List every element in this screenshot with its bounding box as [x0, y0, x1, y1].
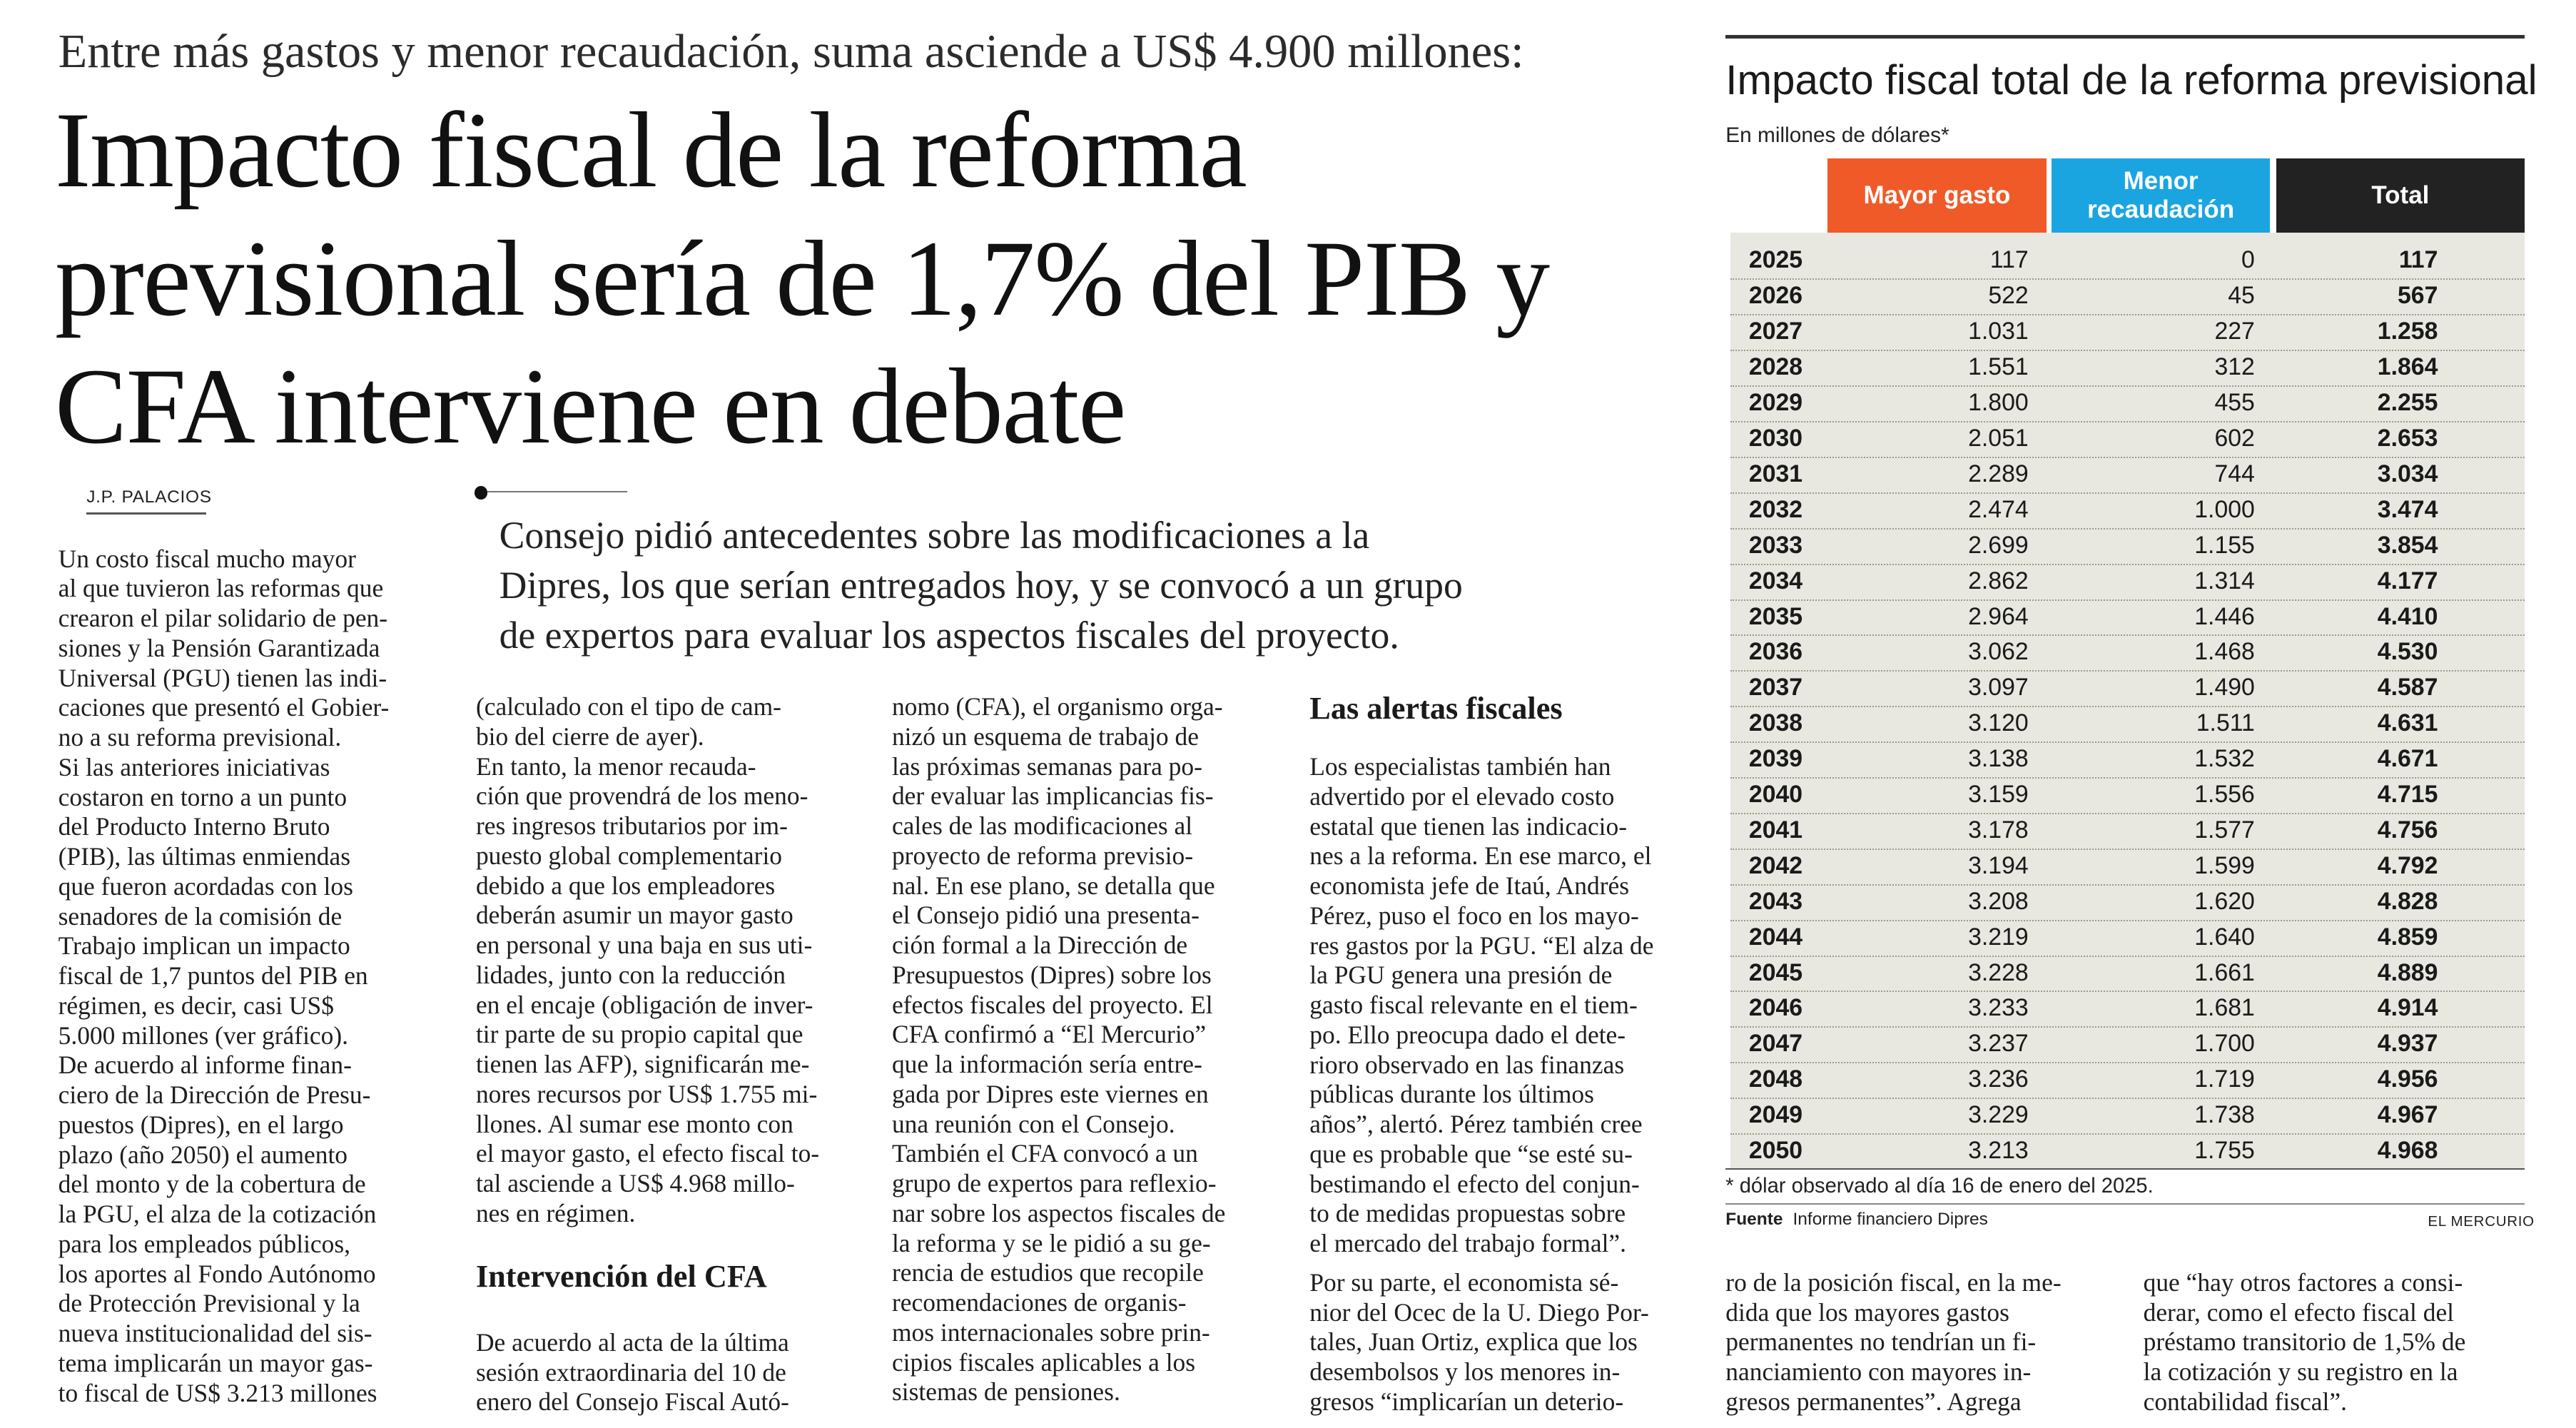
- table-row: [1730, 278, 2524, 314]
- row-year: 2036: [1748, 638, 1803, 666]
- cell-menor-recaudacion: 1.719: [2194, 1065, 2255, 1093]
- cell-total: 4.828: [2377, 887, 2438, 915]
- cell-total: 4.914: [2377, 994, 2438, 1022]
- text-line: Trabajo implican un impacto: [58, 931, 350, 961]
- table-row: [1730, 741, 2524, 777]
- byline: J.P. PALACIOS: [86, 487, 212, 507]
- cell-menor-recaudacion: 1.620: [2194, 887, 2255, 915]
- row-year: 2046: [1748, 994, 1803, 1022]
- table-row: [1730, 634, 2524, 670]
- text-line: proyecto de reforma previsio-: [891, 841, 1194, 870]
- cell-menor-recaudacion: 744: [2214, 460, 2255, 487]
- table-row: [1730, 1026, 2524, 1062]
- text-line: permanentes no tendrían un fi-: [1725, 1327, 2037, 1357]
- cell-total: 567: [2397, 282, 2438, 310]
- text-line: recomendaciones de organis-: [891, 1288, 1187, 1317]
- source-rule: [1725, 1203, 2524, 1205]
- table-row: [1730, 706, 2524, 741]
- row-year: 2025: [1748, 246, 1803, 274]
- cell-mayor-gasto: 3.229: [1968, 1101, 2029, 1129]
- text-line: Si las anteriores iniciativas: [58, 752, 330, 781]
- byline-rule: [86, 512, 206, 514]
- text-line: gresos permanentes”. Agrega: [1725, 1387, 2022, 1416]
- row-year: 2035: [1748, 602, 1803, 630]
- column-2-top: [476, 692, 862, 1229]
- text-line: Pérez, puso el foco en los mayo-: [1309, 901, 1639, 930]
- table-row: [1730, 920, 2524, 956]
- pullquote-rule: [487, 491, 627, 492]
- text-line: senadores de la comisión de: [58, 901, 343, 931]
- cell-total: 4.968: [2377, 1137, 2438, 1165]
- text-line: tienen las AFP), significarán me-: [475, 1050, 810, 1079]
- row-year: 2043: [1748, 887, 1803, 915]
- table-row: [1730, 385, 2524, 421]
- text-line: nar sobre los aspectos fiscales de: [891, 1198, 1226, 1227]
- text-line: en el encaje (obligación de inver-: [475, 990, 813, 1019]
- text-line: de Protección Previsional y la: [58, 1289, 360, 1318]
- pullquote-line: Dipres, los que serían entregados hoy, y se convocó a un grupo: [499, 563, 1463, 607]
- text-line: enero del Consejo Fiscal Autó-: [475, 1387, 789, 1417]
- text-line: sesión extraordinaria del 10 de: [475, 1357, 786, 1387]
- text-line: lidades, junto con la reducción: [475, 960, 786, 989]
- text-line: costaron en torno a un punto: [58, 782, 348, 811]
- text-line: que la información sería entre-: [891, 1050, 1202, 1079]
- cell-mayor-gasto: 3.159: [1968, 781, 2029, 809]
- text-line: dida que los mayores gastos: [1725, 1297, 2009, 1327]
- text-line: los aportes al Fondo Autónomo: [58, 1259, 376, 1288]
- text-line: to de medidas propuestas sobre: [1309, 1199, 1626, 1228]
- cell-menor-recaudacion: 1.738: [2194, 1101, 2255, 1129]
- text-line: en personal y una baja en sus uti-: [475, 931, 813, 960]
- text-line: ción que provendrá de los meno-: [475, 781, 808, 811]
- subhead-alertas-fiscales: Las alertas fiscales: [1309, 691, 1563, 726]
- text-line: que fueron acordadas con los: [58, 871, 353, 901]
- text-line: nes en régimen.: [475, 1198, 636, 1227]
- text-line: sistemas de pensiones.: [891, 1377, 1120, 1407]
- text-line: res gastos por la PGU. “El alza de: [1309, 931, 1654, 960]
- cell-menor-recaudacion: 1.755: [2194, 1137, 2255, 1165]
- text-line: gresos “implicarían un deterio-: [1309, 1387, 1624, 1416]
- text-line: públicas durante los últimos: [1309, 1080, 1594, 1109]
- text-line: ción formal a la Dirección de: [891, 931, 1188, 960]
- text-line: para los empleados públicos,: [58, 1229, 351, 1258]
- cell-mayor-gasto: 1.800: [1968, 389, 2029, 417]
- row-year: 2042: [1748, 851, 1803, 879]
- text-line: ciero de la Dirección de Presu-: [58, 1080, 371, 1110]
- cell-menor-recaudacion: 1.681: [2194, 994, 2255, 1022]
- table-row: [1730, 1098, 2524, 1133]
- text-line: años”, alertó. Pérez también cree: [1309, 1110, 1643, 1139]
- table-row: [1730, 1062, 2524, 1098]
- headline-line: CFA interviene en debate: [54, 346, 1125, 467]
- text-line: En tanto, la menor recauda-: [475, 751, 756, 781]
- column-header-mayor-gasto: Mayor gasto: [1827, 158, 2047, 233]
- cell-total: 4.967: [2377, 1101, 2438, 1129]
- cell-mayor-gasto: 3.228: [1968, 958, 2029, 986]
- text-line: puesto global complementario: [475, 841, 783, 870]
- table-title: Impacto fiscal total de la reforma previsional: [1725, 57, 2537, 104]
- table-row: [1730, 849, 2524, 884]
- text-line: CFA confirmó a “El Mercurio”: [891, 1020, 1207, 1049]
- cell-mayor-gasto: 3.138: [1968, 745, 2029, 773]
- row-year: 2034: [1748, 567, 1803, 594]
- text-line: ro de la posición fiscal, en la me-: [1725, 1267, 2062, 1297]
- cell-menor-recaudacion: 1.155: [2194, 531, 2255, 559]
- column-3: [892, 692, 1278, 1407]
- source-label: Fuente: [1725, 1210, 1783, 1230]
- cell-menor-recaudacion: 1.700: [2194, 1030, 2255, 1058]
- text-line: nores recursos por US$ 1.755 mi-: [475, 1079, 818, 1108]
- cell-menor-recaudacion: 1.661: [2194, 958, 2255, 986]
- cell-menor-recaudacion: 1.556: [2194, 781, 2255, 809]
- text-line: der evaluar las implicancias fis-: [891, 781, 1214, 811]
- text-line: 5.000 millones (ver gráfico).: [58, 1021, 349, 1050]
- headline-line: Impacto fiscal de la reforma: [54, 90, 1247, 211]
- text-line: del Producto Interno Bruto: [58, 812, 330, 841]
- table-row: [1730, 599, 2524, 635]
- cell-menor-recaudacion: 0: [2241, 246, 2255, 274]
- cell-mayor-gasto: 1.031: [1968, 318, 2029, 345]
- cell-menor-recaudacion: 1.314: [2194, 567, 2255, 594]
- table-row: [1730, 492, 2524, 528]
- table-row: [1730, 670, 2524, 706]
- row-year: 2026: [1748, 282, 1803, 310]
- text-line: el Consejo pidió una presenta-: [891, 901, 1200, 930]
- text-line: cipios fiscales aplicables a los: [891, 1347, 1196, 1377]
- cell-mayor-gasto: 3.213: [1968, 1137, 2029, 1165]
- row-year: 2028: [1748, 353, 1803, 381]
- text-line: grupo de expertos para reflexio-: [891, 1169, 1217, 1198]
- text-line: Los especialistas también han: [1309, 752, 1611, 781]
- text-line: una reunión con el Consejo.: [891, 1109, 1175, 1138]
- cell-mayor-gasto: 3.120: [1968, 709, 2029, 737]
- cell-mayor-gasto: 3.062: [1968, 638, 2029, 666]
- cell-menor-recaudacion: 1.468: [2194, 638, 2255, 666]
- text-line: nal. En ese plano, se detalla que: [891, 871, 1215, 900]
- cell-mayor-gasto: 2.699: [1968, 531, 2029, 559]
- row-year: 2032: [1748, 495, 1803, 523]
- cell-total: 117: [2398, 246, 2438, 274]
- subhead-intervencion-cfa: Intervención del CFA: [475, 1258, 767, 1294]
- row-year: 2047: [1748, 1030, 1803, 1058]
- text-line: que es probable que “se esté su-: [1309, 1139, 1633, 1168]
- row-year: 2030: [1748, 424, 1803, 452]
- cell-menor-recaudacion: 1.446: [2194, 602, 2255, 630]
- cell-mayor-gasto: 2.289: [1968, 460, 2029, 487]
- text-line: no a su reforma previsional.: [58, 723, 342, 752]
- text-line: cales de las modificaciones al: [891, 811, 1193, 841]
- text-line: la PGU, el alza de la cotización: [58, 1200, 377, 1229]
- text-line: rioro observado en las finanzas: [1309, 1050, 1625, 1079]
- cell-mayor-gasto: 3.178: [1968, 816, 2029, 844]
- cell-total: 3.034: [2377, 460, 2438, 487]
- text-line: Universal (PGU) tienen las indi-: [58, 663, 387, 692]
- cell-mayor-gasto: 3.237: [1968, 1030, 2029, 1058]
- pullquote-line: Consejo pidió antecedentes sobre las modificaciones a la: [499, 513, 1370, 557]
- cell-menor-recaudacion: 227: [2214, 318, 2255, 345]
- table-row: [1730, 314, 2524, 350]
- column-2-bottom: [476, 1328, 862, 1417]
- text-line: nomo (CFA), el organismo orga-: [891, 692, 1223, 721]
- column-4-top: [1309, 752, 1695, 1259]
- text-line: contabilidad fiscal”.: [2143, 1387, 2347, 1416]
- headline-line: previsional sería de 1,7% del PIB y: [54, 218, 1549, 338]
- cell-total: 4.756: [2377, 816, 2438, 844]
- text-line: deberán asumir un mayor gasto: [475, 901, 793, 930]
- text-line: tales, Juan Ortiz, explica que los: [1309, 1327, 1638, 1357]
- cell-total: 3.854: [2377, 531, 2438, 559]
- cell-mayor-gasto: 2.862: [1968, 567, 2029, 594]
- table-row: [1730, 457, 2524, 492]
- cell-menor-recaudacion: 1.511: [2196, 709, 2255, 737]
- text-line: la reforma y se le pidió a su ge-: [891, 1228, 1211, 1257]
- cell-mayor-gasto: 522: [1988, 282, 2029, 310]
- text-line: rencia de estudios que recopile: [891, 1258, 1204, 1287]
- cell-total: 4.631: [2377, 709, 2438, 737]
- cell-total: 2.653: [2377, 424, 2438, 452]
- text-line: efectos fiscales del proyecto. El: [891, 990, 1213, 1019]
- text-line: las próximas semanas para po-: [891, 751, 1202, 781]
- cell-mayor-gasto: 117: [1989, 246, 2029, 274]
- row-year: 2049: [1748, 1101, 1803, 1129]
- row-year: 2041: [1748, 816, 1803, 844]
- text-line: Un costo fiscal mucho mayor: [58, 544, 356, 573]
- row-year: 2044: [1748, 923, 1803, 951]
- cell-menor-recaudacion: 312: [2214, 353, 2255, 381]
- text-line: De acuerdo al informe finan-: [58, 1050, 352, 1080]
- text-line: que “hay otros factores a consi-: [2143, 1267, 2463, 1297]
- text-line: desembolsos y los menores in-: [1309, 1357, 1621, 1387]
- cell-menor-recaudacion: 1.000: [2194, 495, 2255, 523]
- table-row: [1730, 528, 2524, 564]
- row-year: 2040: [1748, 781, 1803, 809]
- text-line: gasto fiscal relevante en el tiem-: [1309, 991, 1638, 1020]
- text-line: tal asciende a US$ 4.968 millo-: [475, 1169, 795, 1198]
- cell-mayor-gasto: 3.097: [1968, 674, 2029, 702]
- cell-mayor-gasto: 1.551: [1968, 353, 2029, 381]
- table-row: [1730, 1133, 2524, 1169]
- text-line: llones. Al sumar ese monto con: [475, 1109, 793, 1138]
- text-line: estatal que tienen las indicacio-: [1309, 811, 1628, 841]
- column-5: [1725, 1268, 2111, 1417]
- text-line: derar, como el efecto fiscal del: [2143, 1297, 2455, 1327]
- cell-total: 4.410: [2377, 602, 2438, 630]
- text-line: nizó un esquema de trabajo de: [891, 721, 1199, 751]
- table-bottom-rule: [1725, 1168, 2524, 1170]
- text-line: del monto y de la cobertura de: [58, 1170, 366, 1199]
- row-year: 2038: [1748, 709, 1803, 737]
- text-line: caciones que presentó el Gobier-: [58, 693, 390, 722]
- cell-mayor-gasto: 3.194: [1968, 851, 2029, 879]
- text-line: al que tuvieron las reformas que: [58, 574, 384, 603]
- row-year: 2050: [1748, 1137, 1803, 1165]
- cell-mayor-gasto: 3.236: [1968, 1065, 2029, 1093]
- row-year: 2048: [1748, 1065, 1803, 1093]
- text-line: nanciamiento con mayores in-: [1725, 1357, 2032, 1387]
- text-line: plazo (año 2050) el aumento: [58, 1140, 348, 1169]
- cell-mayor-gasto: 2.964: [1968, 602, 2029, 630]
- text-line: debido a que los empleadores: [475, 871, 776, 900]
- table-row: [1730, 777, 2524, 813]
- cell-total: 4.715: [2377, 781, 2438, 809]
- text-line: Por su parte, el economista sé-: [1309, 1267, 1619, 1297]
- table-row: [1730, 243, 2524, 278]
- cell-total: 1.864: [2377, 353, 2438, 381]
- pullquote: [500, 511, 1698, 661]
- source-text: Informe financiero Dipres: [1792, 1210, 1988, 1230]
- text-line: crearon el pilar solidario de pen-: [58, 604, 388, 633]
- text-line: régimen, es decir, casi US$: [58, 991, 334, 1020]
- cell-menor-recaudacion: 1.577: [2194, 816, 2255, 844]
- row-year: 2029: [1748, 389, 1803, 417]
- table-row: [1730, 564, 2524, 599]
- cell-total: 1.258: [2377, 318, 2438, 345]
- row-year: 2031: [1748, 460, 1803, 487]
- row-year: 2039: [1748, 745, 1803, 773]
- row-year: 2037: [1748, 674, 1803, 702]
- text-line: nueva institucionalidad del sis-: [58, 1319, 372, 1348]
- text-line: préstamo transitorio de 1,5% de: [2143, 1327, 2466, 1357]
- text-line: De acuerdo al acta de la última: [475, 1327, 789, 1357]
- cell-total: 4.889: [2377, 958, 2438, 986]
- column-4-bottom: [1309, 1268, 1695, 1417]
- text-line: tema implicarán un mayor gas-: [58, 1348, 373, 1377]
- text-line: bestimando el efecto del conjun-: [1309, 1169, 1640, 1198]
- cell-total: 2.255: [2377, 389, 2438, 417]
- text-line: res ingresos tributarios por im-: [475, 811, 788, 841]
- text-line: También el CFA convocó a un: [891, 1139, 1198, 1168]
- row-year: 2045: [1748, 958, 1803, 986]
- table-row: [1730, 884, 2524, 920]
- text-line: bio del cierre de ayer).: [475, 721, 704, 751]
- table-footnote: * dólar observado al día 16 de enero del 2025.: [1725, 1175, 2154, 1198]
- cell-menor-recaudacion: 455: [2214, 389, 2255, 417]
- cell-mayor-gasto: 3.208: [1968, 887, 2029, 915]
- cell-total: 4.177: [2377, 567, 2438, 594]
- row-year: 2033: [1748, 531, 1803, 559]
- text-line: Presupuestos (Dipres) sobre los: [891, 960, 1212, 989]
- table-top-rule: [1725, 35, 2524, 39]
- text-line: mos internacionales sobre prin-: [891, 1317, 1210, 1347]
- table-row: [1730, 350, 2524, 385]
- text-line: la PGU genera una presión de: [1309, 961, 1613, 990]
- publisher-credit: EL MERCURIO: [2428, 1213, 2535, 1230]
- cell-total: 4.530: [2377, 638, 2438, 666]
- cell-mayor-gasto: 3.233: [1968, 994, 2029, 1022]
- text-line: advertido por el elevado costo: [1309, 781, 1615, 811]
- headline: [55, 86, 1703, 471]
- text-line: to fiscal de US$ 3.213 millones: [58, 1378, 377, 1407]
- cell-total: 4.937: [2377, 1030, 2438, 1058]
- cell-menor-recaudacion: 45: [2228, 282, 2255, 310]
- table-row: [1730, 991, 2524, 1026]
- cell-menor-recaudacion: 1.599: [2194, 851, 2255, 879]
- text-line: po. Ello preocupa dado el dete-: [1309, 1020, 1626, 1049]
- cell-total: 4.671: [2377, 745, 2438, 773]
- cell-menor-recaudacion: 1.640: [2194, 923, 2255, 951]
- kicker: Entre más gastos y menor recaudación, suma asciende a US$ 4.900 millones:: [58, 25, 1524, 78]
- text-line: puestos (Dipres), en el largo: [58, 1110, 344, 1139]
- text-line: nes a la reforma. En ese marco, el: [1309, 841, 1652, 871]
- text-line: el mayor gasto, el efecto fiscal to-: [475, 1139, 820, 1168]
- text-line: el mercado del trabajo formal”.: [1309, 1229, 1627, 1258]
- text-line: tir parte de su propio capital que: [475, 1020, 803, 1049]
- cell-menor-recaudacion: 602: [2214, 424, 2255, 452]
- cell-menor-recaudacion: 1.532: [2194, 745, 2255, 773]
- cell-menor-recaudacion: 1.490: [2194, 674, 2255, 702]
- text-line: economista jefe de Itaú, Andrés: [1309, 871, 1630, 901]
- text-line: gada por Dipres este viernes en: [891, 1079, 1209, 1108]
- pullquote-line: de expertos para evaluar los aspectos fiscales del proyecto.: [499, 613, 1399, 657]
- column-1: [59, 545, 445, 1409]
- column-header-menor-recaudacion: Menor recaudación: [2052, 158, 2269, 233]
- text-line: nior del Ocec de la U. Diego Por-: [1309, 1297, 1649, 1327]
- cell-mayor-gasto: 2.051: [1968, 424, 2029, 452]
- cell-total: 4.587: [2377, 674, 2438, 702]
- text-line: siones y la Pensión Garantizada: [58, 633, 380, 662]
- cell-total: 4.859: [2377, 923, 2438, 951]
- cell-total: 4.792: [2377, 851, 2438, 879]
- row-year: 2027: [1748, 318, 1803, 345]
- table-row: [1730, 813, 2524, 849]
- text-line: la cotización y su registro en la: [2143, 1357, 2458, 1387]
- pullquote-bullet: [475, 486, 488, 500]
- column-header-total: Total: [2276, 158, 2524, 233]
- table-row: [1730, 421, 2524, 457]
- text-line: (calculado con el tipo de cam-: [475, 692, 781, 721]
- column-6: [2144, 1268, 2530, 1417]
- table-row: [1730, 956, 2524, 991]
- table-subtitle: En millones de dólares*: [1725, 123, 1949, 147]
- cell-total: 3.474: [2377, 495, 2438, 523]
- cell-total: 4.956: [2377, 1065, 2438, 1093]
- text-line: (PIB), las últimas enmiendas: [58, 842, 351, 871]
- text-line: fiscal de 1,7 puntos del PIB en: [58, 961, 368, 991]
- cell-mayor-gasto: 3.219: [1968, 923, 2029, 951]
- source-line: [1725, 1210, 1988, 1230]
- cell-mayor-gasto: 2.474: [1968, 495, 2029, 523]
